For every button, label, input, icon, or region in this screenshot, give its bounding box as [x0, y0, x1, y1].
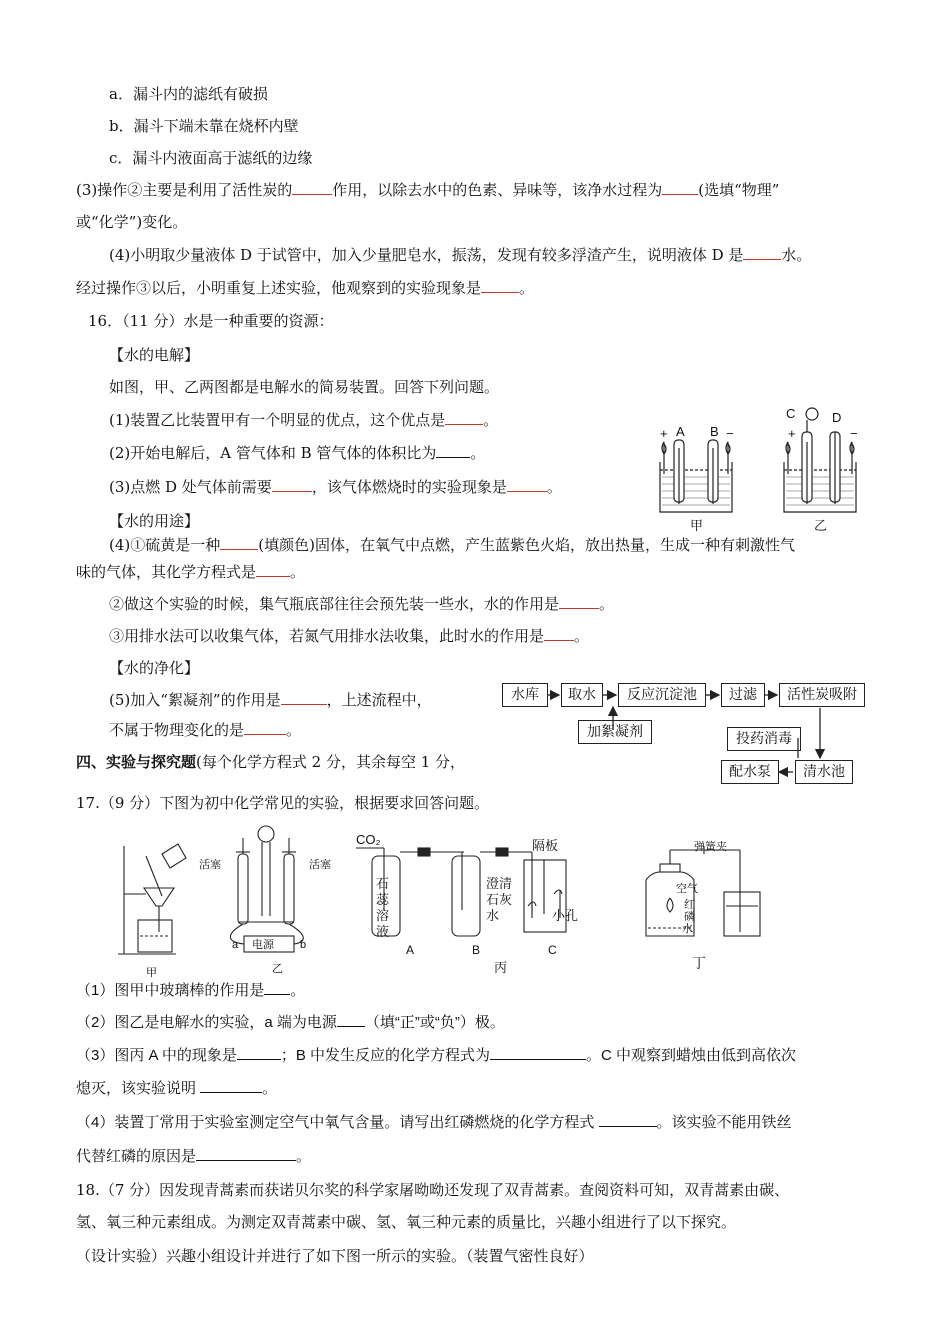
q18-line2: 氢、氧三种元素组成。为测定双青蒿素中碳、氢、氧三种元素的质量比，兴趣小组进行了以下探究。 — [76, 1213, 737, 1231]
answer-blank[interactable] — [559, 594, 599, 609]
option-b: b．漏斗下端未靠在烧杯内壁 — [109, 117, 299, 135]
caption-bing: 丙 — [494, 961, 508, 976]
litmus-label-3: 溶 — [376, 909, 390, 924]
small-hole-label: 小孔 — [552, 909, 579, 924]
answer-blank[interactable] — [599, 1112, 657, 1127]
label-A: A — [406, 943, 415, 957]
section-4-title: 四、实验与探究题(每个化学方程式 2 分，其余每空 1 分， — [76, 753, 466, 771]
flow-arrows — [500, 680, 870, 790]
q15-3-cont: 或“化学”)变化。 — [76, 213, 188, 231]
limewater-label-1: 澄清 — [486, 877, 513, 892]
plus-label: + — [788, 426, 796, 441]
option-a: a．漏斗内的滤纸有破损 — [109, 85, 268, 103]
answer-blank[interactable] — [256, 562, 290, 577]
q16-4-2: ②做这个实验的时候，集气瓶底部往往会预先装一些水，水的作用是 。 — [109, 595, 615, 613]
label-B: B — [710, 424, 719, 439]
electrolysis-figure — [652, 402, 892, 534]
flow-node-sedimentation: 反应沉淀池 — [618, 683, 706, 707]
air-label: 空气 — [676, 882, 698, 895]
electrolysis-apparatus-figure — [196, 824, 346, 974]
answer-blank[interactable] — [237, 1045, 281, 1060]
flow-node-disinfection: 投药消毒 — [727, 727, 801, 751]
q17-4: （4）装置丁常用于实验室测定空气中氧气含量。请写出红磷燃烧的化学方程式 。该实验不能用铁丝 — [76, 1114, 792, 1131]
q15-4-cont: 经过操作③以后，小明重复上述实验，他观察到的实验现象是 。 — [76, 279, 535, 297]
partition-label: 隔板 — [532, 839, 559, 854]
q16-4-1: (4)①硫黄是一种 (填颜色)固体，在氧气中点燃，产生蓝紫色火焰，放出热量，生成一种有刺激性气 — [109, 536, 795, 554]
answer-blank[interactable] — [196, 1146, 296, 1161]
answer-blank[interactable] — [264, 980, 290, 995]
answer-blank[interactable] — [200, 1078, 262, 1093]
caption-ding: 丁 — [692, 956, 706, 972]
label-B: B — [472, 943, 481, 957]
terminal-a: a — [232, 939, 239, 951]
caption-yi: 乙 — [272, 962, 283, 975]
co2-experiment-figure — [356, 830, 586, 976]
flow-node-pump: 配水泵 — [721, 760, 779, 784]
co2-label: CO₂ — [356, 832, 381, 847]
stopcock-label: 活塞 — [199, 858, 221, 871]
q16-3: (3)点燃 D 处气体前需要 ，该气体燃烧时的实验现象是 。 — [109, 478, 562, 496]
label-C: C — [548, 943, 557, 957]
water-label: 水 — [682, 922, 693, 935]
label-A: A — [676, 424, 685, 439]
q16-intro: 如图，甲、乙两图都是电解水的简易装置。回答下列问题。 — [109, 378, 500, 396]
heading-uses: 【水的用途】 — [109, 512, 200, 530]
flow-node-intake: 取水 — [561, 683, 603, 707]
answer-blank[interactable] — [244, 720, 286, 735]
option-c: c．漏斗内液面高于滤纸的边缘 — [109, 149, 313, 167]
heading-purification: 【水的净化】 — [109, 659, 200, 677]
answer-blank[interactable] — [481, 278, 519, 293]
plus-label: + — [660, 426, 668, 441]
answer-blank[interactable] — [272, 477, 312, 492]
q16-5-cont: 不属于物理变化的是 。 — [109, 721, 302, 739]
flow-node-flocculant: 加絮凝剂 — [578, 720, 652, 744]
heading-electrolysis: 【水的电解】 — [109, 346, 200, 364]
terminal-b: b — [300, 939, 307, 951]
minus-label: − — [850, 426, 858, 441]
flow-node-reservoir: 水库 — [502, 683, 548, 707]
q17-3-cont: 熄灭，该实验说明 。 — [76, 1080, 278, 1097]
q15-4: (4)小明取少量液体 D 于试管中，加入少量肥皂水，振荡，发现有较多浮渣产生，说明液体 D 是 水。 — [109, 246, 812, 264]
q16-title: 16．（11 分）水是一种重要的资源： — [88, 312, 334, 330]
q18-line1: 18.（7 分）因发现青蒿素而获诺贝尔奖的科学家屠呦呦还发现了双青蒿素。查阅资料可知，双青蒿素由碳、 — [76, 1181, 790, 1199]
limewater-label-3: 水 — [486, 909, 500, 924]
answer-blank[interactable] — [220, 535, 258, 550]
answer-blank[interactable] — [507, 477, 547, 492]
flow-node-clean-pool: 清水池 — [795, 760, 853, 784]
limewater-label-2: 石灰 — [486, 893, 513, 908]
minus-label: − — [726, 426, 734, 441]
clamp-label: 弹簧夹 — [694, 840, 727, 853]
red-phosphorus-label-1: 红 — [684, 898, 695, 911]
q17-title: 17.（9 分）下图为初中化学常见的实验，根据要求回答问题。 — [76, 794, 490, 812]
answer-blank[interactable] — [436, 443, 470, 458]
flow-node-carbon: 活性炭吸附 — [779, 683, 865, 707]
answer-blank[interactable] — [662, 180, 698, 195]
caption-jia: 甲 — [146, 966, 157, 979]
answer-blank[interactable] — [281, 690, 327, 705]
q16-2: (2)开始电解后，A 管气体和 B 管气体的体积比为 。 — [109, 444, 486, 462]
q17-4-cont: 代替红磷的原因是 。 — [76, 1148, 312, 1165]
q16-1: (1)装置乙比装置甲有一个明显的优点，这个优点是 。 — [109, 411, 499, 429]
q16-4-1-cont: 味的气体，其化学方程式是 。 — [76, 563, 306, 581]
power-supply-label: 电源 — [252, 938, 274, 951]
stopcock-label: 活塞 — [309, 858, 331, 871]
q15-3: (3)操作②主要是利用了活性炭的 作用，以除去水中的色素、异味等，该净水过程为 (选填“物理” — [76, 181, 780, 199]
litmus-label-1: 石 — [376, 877, 390, 892]
q16-4-3: ③用排水法可以收集气体，若氮气用排水法收集，此时水的作用是 。 — [109, 627, 590, 645]
answer-blank[interactable] — [337, 1012, 365, 1027]
caption-yi: 乙 — [814, 518, 828, 533]
q17-2: （2）图乙是电解水的实验，a 端为电源 （填“正”或“负”）极。 — [76, 1014, 505, 1031]
litmus-label-2: 蕊 — [376, 893, 390, 908]
red-phosphorus-label-2: 磷 — [684, 910, 695, 923]
q17-3: （3）图丙 A 中的现象是 ；B 中发生反应的化学方程式为 。C 中观察到蜡烛由低到高依次 — [76, 1047, 797, 1064]
oxygen-content-figure — [636, 840, 776, 972]
q16-5: (5)加入“絮凝剂”的作用是 ，上述流程中， — [109, 691, 432, 709]
litmus-label-4: 液 — [376, 925, 390, 940]
flow-node-filtration: 过滤 — [721, 683, 765, 707]
answer-blank[interactable] — [544, 626, 574, 641]
label-D: D — [832, 410, 842, 425]
answer-blank[interactable] — [292, 180, 332, 195]
q18-line3: （设计实验）兴趣小组设计并进行了如下图一所示的实验。（装置气密性良好） — [76, 1247, 594, 1265]
answer-blank[interactable] — [743, 245, 781, 260]
q17-1: （1）图甲中玻璃棒的作用是 。 — [76, 982, 306, 999]
answer-blank[interactable] — [445, 410, 483, 425]
label-C: C — [786, 406, 796, 421]
filtration-figure — [116, 836, 206, 979]
answer-blank[interactable] — [490, 1045, 586, 1060]
caption-jia: 甲 — [690, 518, 704, 533]
